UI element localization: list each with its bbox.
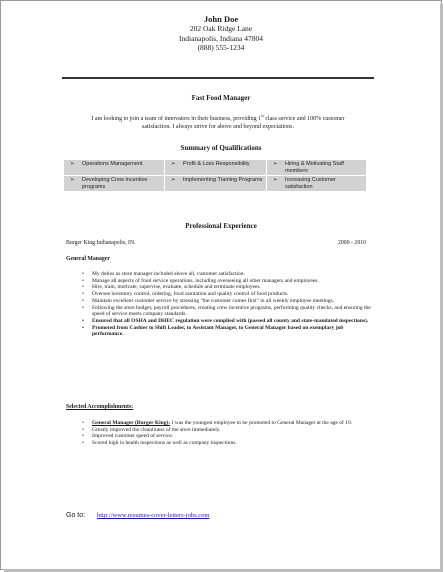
bullet-icon: • [82, 433, 84, 440]
duties-list [82, 271, 374, 338]
address-line: 202 Oak Ridge Lane [189, 24, 253, 33]
arrow-bullet-icon: ➢ [273, 177, 278, 183]
qualification-cell: ➢ Operations Management [64, 160, 165, 176]
bullet-icon: • [82, 284, 84, 291]
list-item: • Promoted from Cashier to Shift Leader, to Assistant Manager, to General Manager based on exemplary job performance. [82, 324, 344, 338]
bullet-icon: • [82, 297, 84, 304]
goto-label: Go to: [66, 512, 86, 519]
list-item: • Oversee inventory control, ordering, food sanitation and quality control of food products. [82, 291, 289, 298]
experience-title: Professional Experience [185, 222, 257, 230]
list-item: • Maintain excellent customer service by stressing "the customer comes first" in all weekly employee meetings. [82, 297, 334, 304]
city-line: Indianapolis, Indiana 47804 [179, 33, 263, 43]
qualifications-row [64, 176, 367, 192]
accomplishments-list [82, 420, 374, 447]
list-item: • Ensured that all OSHA and DHEC regulation were complied with (passed all county and state-mandated inspections). [82, 317, 369, 324]
list-item: • General Manager (Burger King): I was the youngest employee to be promoted to General Manager at the age of 19. [82, 420, 353, 426]
accomplishments-title: Selected Accomplishments: [66, 404, 134, 410]
employer-name: Burger King Indianapolis, IN. [66, 240, 136, 246]
bullet-icon: • [82, 440, 84, 447]
arrow-bullet-icon: ➢ [70, 177, 75, 183]
qualification-cell: ➢ Hiring & Motivating Staff members [267, 160, 367, 176]
qualifications-title: Summary of Qualifications [180, 144, 262, 152]
resume-header [0, 14, 442, 53]
bullet-icon: • [82, 324, 84, 331]
qualification-cell: ➢ Developing Crew Incentive programs [64, 176, 165, 192]
arrow-bullet-icon: ➢ [70, 161, 75, 167]
bullet-icon: • [82, 426, 84, 433]
employment-dates: 2000 - 2010 [338, 240, 367, 246]
bullet-icon: • [82, 291, 84, 298]
list-item: • Manage all aspects of food service operations, including overseeing all other managers and employees. [82, 277, 319, 284]
arrow-bullet-icon: ➢ [273, 161, 278, 167]
bullet-icon: • [82, 277, 84, 284]
list-item: • Improved customer speed of service. [82, 433, 174, 440]
job-position: General Manager [66, 256, 110, 262]
list-item: • Hire, train, motivate, supervise, evaluate, schedule and terminate employees. [82, 284, 261, 291]
qualification-cell: ➢ Increasing Customer satisfaction [267, 176, 367, 192]
arrow-bullet-icon: ➢ [171, 161, 176, 167]
page-shadow-right [440, 4, 443, 571]
qualifications-row [64, 160, 367, 176]
list-item: • Scored high in health inspections as well as company inspections. [82, 440, 237, 447]
arrow-bullet-icon: ➢ [171, 177, 176, 183]
objective-text: I am looking to join a team of innovators in their business, providing 1st class service and 100% customer satisfaction. I always strive for above and beyond expectations. [91, 113, 345, 130]
header-divider [62, 77, 374, 79]
bullet-icon: • [82, 271, 84, 277]
qualifications-table [63, 159, 367, 192]
bullet-icon: • [82, 317, 84, 324]
website-link[interactable]: http://www.resumes-cover-letters-jobs.com [97, 512, 210, 519]
list-item: • Greatly improved the cleanliness of the store immediately. [82, 426, 221, 433]
list-item: • Following the store budget, payroll procedures, creating crew incentive programs, performing quality checks, and ensuring the speed of service meets company standards. [82, 304, 371, 318]
objective-title: Fast Food Manager [191, 94, 251, 102]
qualification-cell: ➢ Profit & Loss Responsibility [165, 160, 267, 176]
list-item: • My duties as store manager included above all, customer satisfaction. [82, 271, 245, 277]
applicant-name: John Doe [203, 14, 239, 24]
bullet-icon: • [82, 420, 84, 426]
qualification-cell: ➢ Implementing Training Programs [165, 176, 267, 192]
bullet-icon: • [82, 304, 84, 311]
phone-line: (888) 555-1234 [197, 43, 245, 52]
